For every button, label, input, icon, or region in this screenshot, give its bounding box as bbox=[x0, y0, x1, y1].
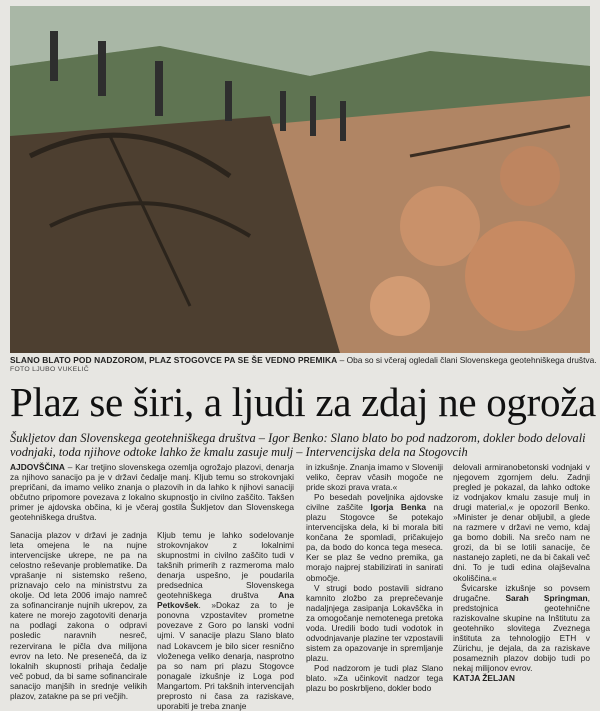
column-4-text-a: delovali armiranobetonski vodnjaki v njegovem zgornjem delu. Zadnji pregled je pokazal, da lahko odtoke iz vodnjakov kmalu zasuje mulj in drugi material,« je opozoril Benko. »Minister je denar obljubil, a glede na razmere v državi ne vemo, kdaj ga bomo dobili. Na srečo nam ne grozi, da bi se lotili sanacije, če nastanejo zapleti, ne da bi čakali več dni. To je tudi edina olajševalna okoliščina.« bbox=[453, 462, 590, 583]
column-4 bbox=[453, 462, 590, 683]
article-headline: Plaz se širi, a ljudi za zdaj ne ogroža bbox=[10, 379, 596, 425]
dateline: AJDOVŠČINA bbox=[10, 462, 65, 472]
column-3-text-e: Pod nadzorom je tudi plaz Slano blato. »Za učinkovit nadzor tega plazu bo poskrbljeno, dokler bodo bbox=[306, 662, 443, 694]
photo-caption-text: – Oba so si včeraj ogledali člani Slovenskega geotehniškega društva. bbox=[337, 355, 597, 365]
photo-caption-title: SLANO BLATO POD NADZOROM, PLAZ STOGOVCE PA SE ŠE VEDNO PREMIKA bbox=[10, 355, 338, 365]
lead-text: – Kar tretjino slovenskega ozemlja ogrožajo plazovi, denarja za njihovo sanacijo pa je v državi čedalje manj. Kljub temu so strokovnjaki prepričani, da imamo veliko znanja o plazovih in da lahko k njihovi sanaciji občutno pripomore povezava z lokalno skupnostjo in civilno zaščito. Takšen primer je ajdovska občina, ki je včeraj gostila Šukljetov dan Slovenskega geotehniškega društva. bbox=[10, 462, 294, 523]
column-1-text: Sanacija plazov v državi je zadnja leta omejena le na nujne intervencijske ukrepe, ne pa na celostno reševanje problematike. Da vprašanje ni sistemsko rešeno, priznavajo celo na ministrstvu za okolje. Od leta 2006 imajo namreč za sofinanciranje nujnih ukrepov, za katere ne morejo zagotoviti denarja na podlagi zakona o odpravi posledic naravnih nesreč, rezervirana le pičla dva milijona evrov na leto. Ne presenečá, da iz lokalnih skupnosti prihaja čedalje več pobud, da bi same sofinancirale sanacijo manjših in srednje velikih plazov, zatakne pa se pri večjih. bbox=[10, 530, 147, 701]
photo-caption bbox=[10, 355, 597, 365]
column-2-text-b: . »Dokaz za to je ponovna vzpostavitev prometne povezave z Goro po lanski vodni ujmi. V sanacije plazu Slano blato nad Lokavcem je bilo sicer resnično vloženega veliko denarja, nasprotno pa so nam pri plazu Stogovce ponagale izkušnje iz Loga pod Mangartom. Pri takšnih intervencijah preprosto ni časa za raziskave, uporabiti je treba znanje bbox=[157, 600, 294, 711]
column-3-text-a: in izkušnje. Znanja imamo v Sloveniji veliko, čeprav včasih mogoče ne pride skozi prava vrata.« bbox=[306, 462, 443, 493]
column-3-text-c: na plazu Stogovce še potekajo intervencijska dela, ki bi morala biti končana že spomladi, pričakujejo pa, da bodo do konca tega meseca. Ker se plaz še vedno premika, ga morajo najprej stabilizirati in sanirati območje. bbox=[306, 502, 443, 583]
column-3-name: Igorja Benka bbox=[370, 502, 427, 513]
landslide-photo bbox=[10, 6, 590, 353]
article-lead bbox=[10, 462, 294, 522]
column-3-text-d: V strugi bodo postavili sidrano kamnito zložbo za preprečevanje nadaljnjega zasipanja Lokavščka in za omogočanje nemotenega pretoka voda. Uredili bodo tudi vodotok in odvodnjavanje plazine ter vzpostavili sistem za opazovanje in spremljanje plazu. bbox=[306, 582, 443, 663]
article-subhead: Šukljetov dan Slovenskega geotehniškega društva – Igor Benko: Slano blato bo pod nadzorom, dokler bodo delovali vodnjaki, toda njihove odtoke lahko že kmalu zasuje mulj – Intervencijska dela na Stogovcih bbox=[10, 431, 586, 459]
byline: KATJA ŽELJAN bbox=[453, 672, 515, 683]
column-2 bbox=[157, 530, 294, 711]
column-3 bbox=[306, 462, 443, 693]
column-4-name: Sarah Springman bbox=[505, 592, 588, 603]
column-2-text: Kljub temu je lahko sodelovanje strokovnjakov z lokalnimi skupnostmi in civilno zaščito tudi v takšnih primerih z razmeroma malo denarja uspešno, je poudarila predsednica Slovenskega geotehniškega društva bbox=[157, 530, 294, 601]
column-3-text-b: Po besedah poveljnika ajdovske civilne zaščite bbox=[306, 492, 443, 513]
column-4-text-c: , predstojnica geotehnične raziskovalne skupine na Inštitutu za geotehniko slovitega Zveznega inštituta za tehnologijo ETH v Zürichu, je dejala, da za raziskave posameznih plazov dobijo tudi po nekaj milijonov evrov. bbox=[453, 592, 590, 673]
landslide-photo-illustration bbox=[10, 6, 590, 353]
column-4-text-b: Švicarske izkušnje so povsem drugačne. bbox=[453, 582, 590, 603]
column-1 bbox=[10, 530, 147, 701]
article-body bbox=[10, 462, 590, 711]
column-2-name: Ana Petkovšek bbox=[157, 590, 294, 611]
photo-credit: FOTO LJUBO VUKELIČ bbox=[10, 366, 89, 373]
